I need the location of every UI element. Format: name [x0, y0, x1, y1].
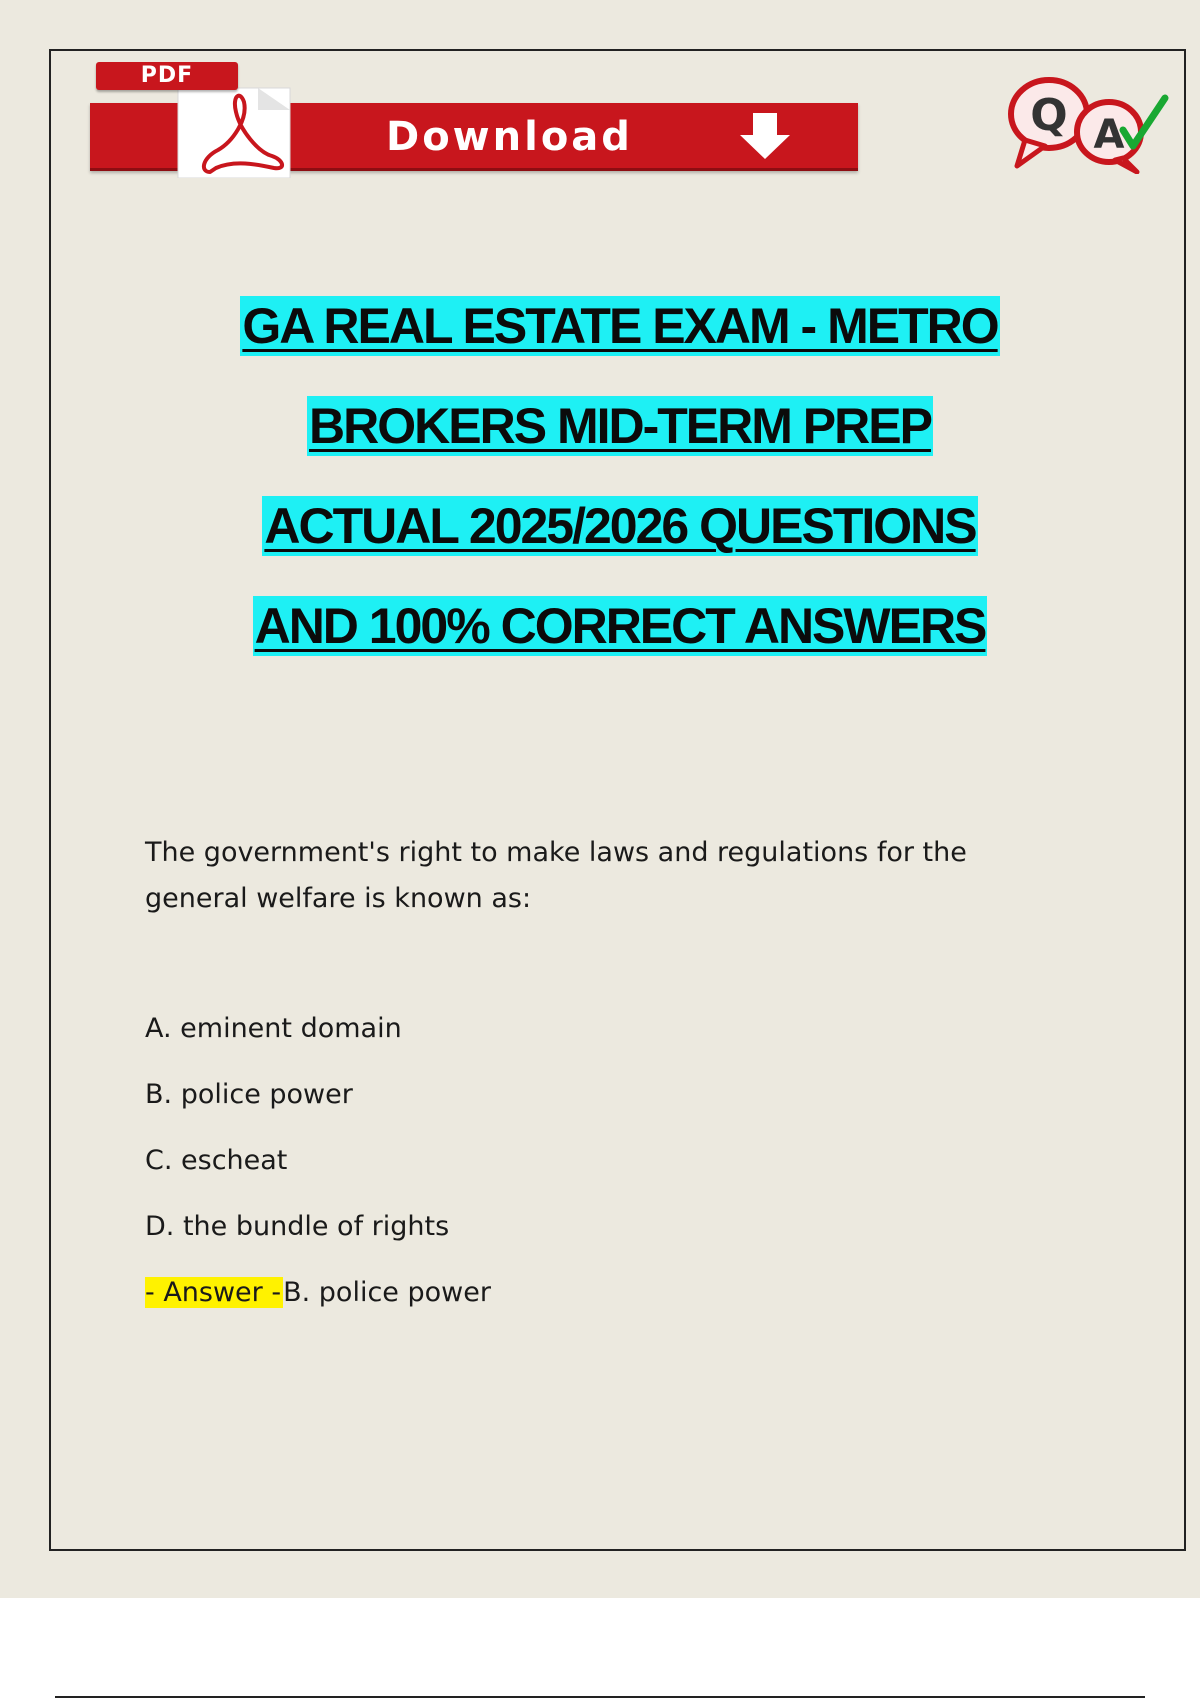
pdf-label: PDF: [96, 62, 238, 90]
option-a: A. eminent domain: [145, 1013, 402, 1044]
question-text: The government's right to make laws and regulations for the general welfare is known as:: [145, 837, 967, 914]
title-line: GA REAL ESTATE EXAM - METRO: [242, 298, 998, 354]
footer-divider: [55, 1696, 1145, 1698]
qa-logo-icon: [1005, 74, 1173, 174]
page-border: [49, 49, 1186, 1551]
title-line: AND 100% CORRECT ANSWERS: [254, 598, 986, 654]
download-label: Download: [386, 114, 633, 160]
qa-logo-q: Q: [1030, 90, 1068, 141]
answer-text: B. police power: [283, 1277, 491, 1308]
option-c: C. escheat: [145, 1145, 288, 1176]
title-line: ACTUAL 2025/2026 QUESTIONS: [264, 498, 976, 554]
option-d: D. the bundle of rights: [145, 1211, 450, 1242]
qa-logo-a: A: [1093, 112, 1125, 158]
option-b: B. police power: [145, 1079, 353, 1110]
pdf-download-banner[interactable]: [90, 58, 860, 183]
title-line: BROKERS MID-TERM PREP: [309, 398, 931, 454]
document-title: [60, 296, 1180, 696]
answer-options: [145, 1006, 449, 1270]
correct-answer: [145, 1270, 491, 1316]
download-arrow-icon: [738, 113, 792, 161]
answer-prefix: - Answer -: [145, 1277, 282, 1308]
